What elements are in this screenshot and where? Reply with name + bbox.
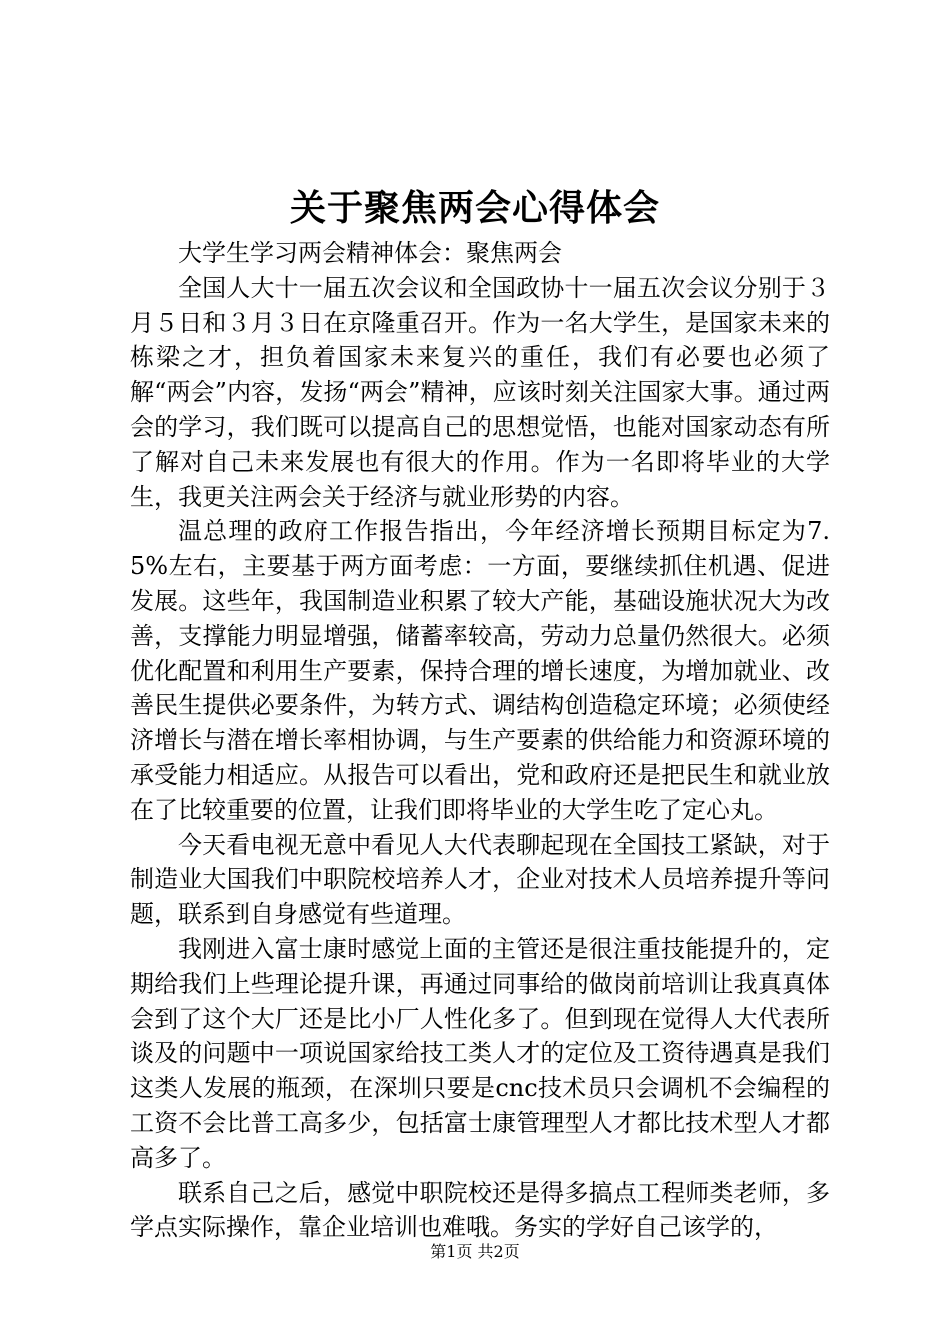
paragraph: 今天看电视无意中看见人大代表聊起现在全国技工紧缺，对于制造业大国我们中职院校培养人才，企业对技术人员培养提升等问题，联系到自身感觉有些道理。	[130, 830, 830, 929]
paragraph: 温总理的政府工作报告指出，今年经济增长预期目标定为7.5%左右，主要基于两方面考虑：一方面，要继续抓住机遇、促进发展。这些年，我国制造业积累了较大产能，基础设施状况大为改善，支撑能力明显增强，储蓄率较高，劳动力总量仍然很大。必须优化配置和利用生产要素，保持合理的增长速度，为增加就业、改善民生提供必要条件，为转方式、调结构创造稳定环境；必须使经济增长与潜在增长率相协调，与生产要素的供给能力和资源环境的承受能力相适应。从报告可以看出，党和政府还是把民生和就业放在了比较重要的位置，让我们即将毕业的大学生吃了定心丸。	[130, 517, 830, 824]
paragraph: 我刚进入富士康时感觉上面的主管还是很注重技能提升的，定期给我们上些理论提升课，再通过同事给的做岗前培训让我真真体会到了这个大厂还是比小厂人性化多了。但到现在觉得人大代表所谈及的问题中一项说国家给技工类人才的定位及工资待遇真是我们这类人发展的瓶颈，在深圳只要是cnc技术员只会调机不会编程的工资不会比普工高多少，包括富士康管理型人才都比技术型人才都高多了。	[130, 934, 830, 1172]
document-title: 关于聚焦两会心得体会	[289, 187, 660, 229]
paragraph: 联系自己之后，感觉中职院校还是得多搞点工程师类老师，多学点实际操作，靠企业培训也难哦。务实的学好自己该学的，	[130, 1178, 830, 1242]
paragraph-subtitle: 大学生学习两会精神体会：聚焦两会	[178, 239, 562, 267]
paragraph: 全国人大十一届五次会议和全国政协十一届五次会议分别于３月５日和３月３日在京隆重召开。作为一名大学生，是国家未来的栋梁之才，担负着国家未来复兴的重任，我们有必要也必须了解“两会”内容，发扬“两会”精神，应该时刻关注国家大事。通过两会的学习，我们既可以提高自己的思想觉悟，也能对国家动态有所了解对自己未来发展也有很大的作用。作为一名即将毕业的大学生，我更关注两会关于经济与就业形势的内容。	[130, 273, 830, 511]
page-number-footer: 第1页 共2页	[430, 1242, 520, 1261]
document-body	[130, 236, 830, 1245]
